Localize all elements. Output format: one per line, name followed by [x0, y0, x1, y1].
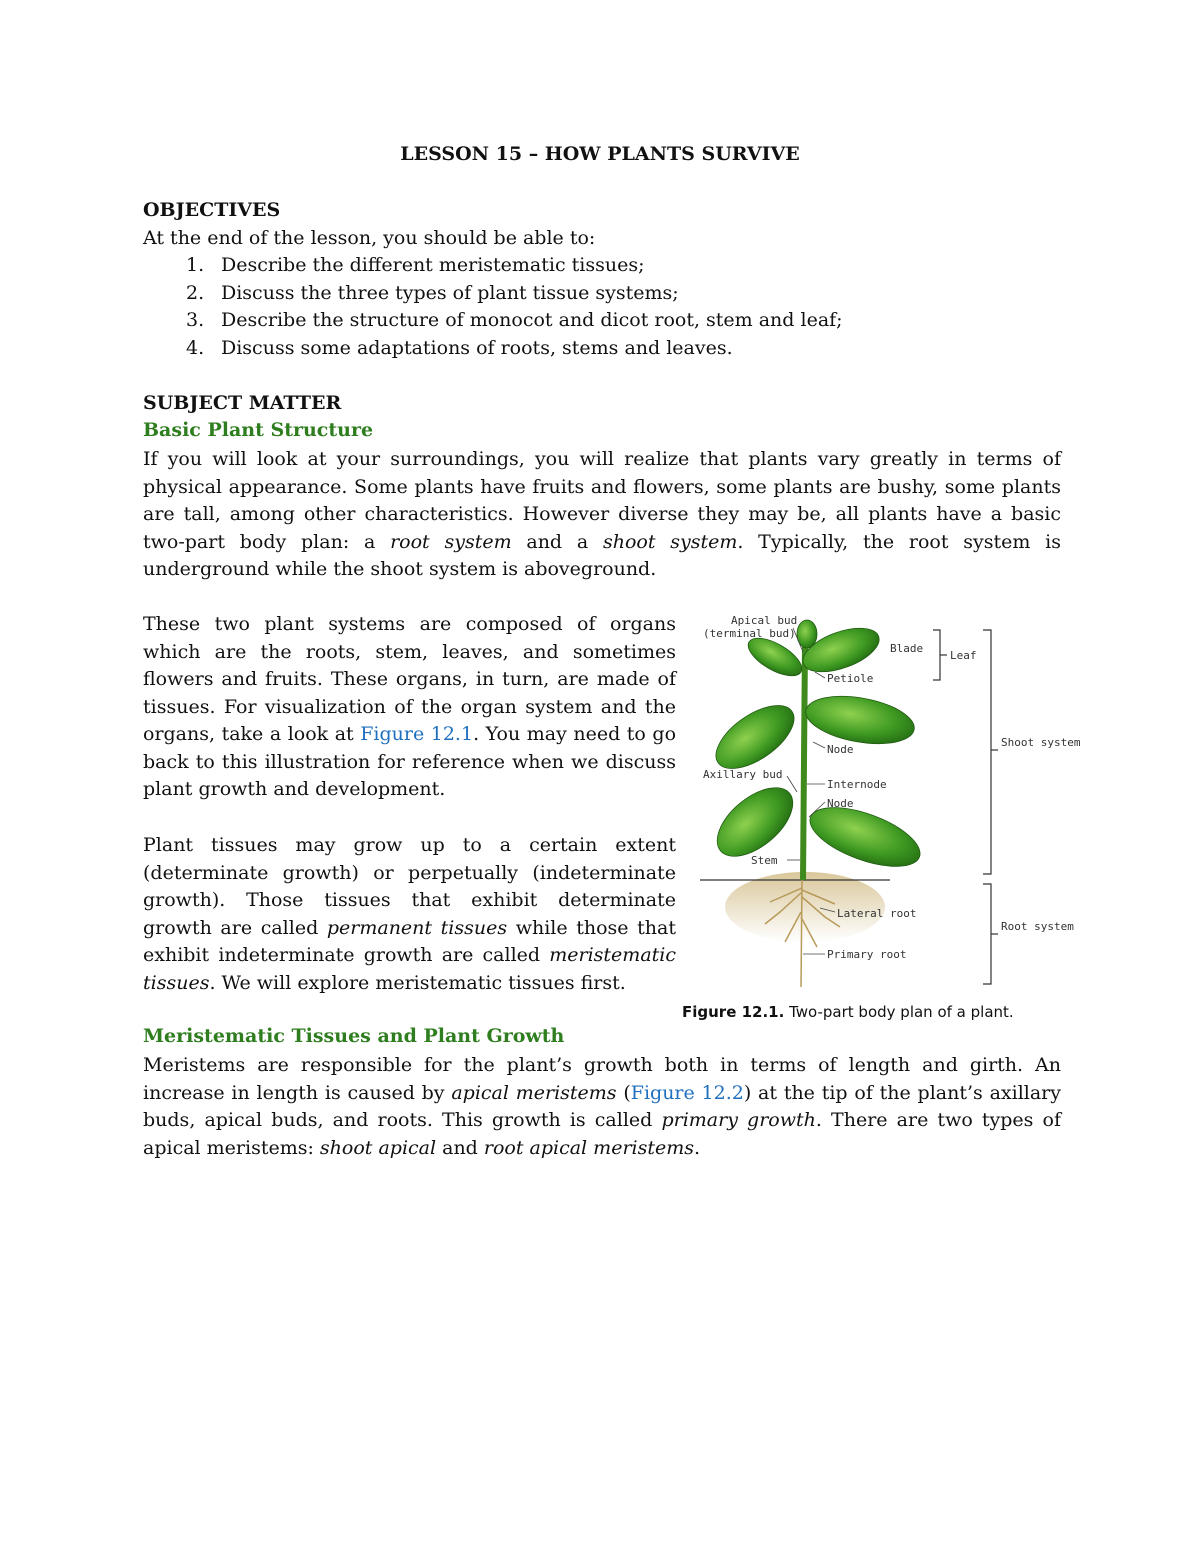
paragraph-basic-plant-structure: If you will look at your surroundings, you will realize that plants vary greatly in terms of physical appearance. Some plants have fruits and flowers, some plants are bushy, some plants are tall, among other characteristics. However diverse they may be, all plants have a basic two-part body plan: a root system and a shoot system. Typically, the root system is underground while the shoot system is aboveground.	[143, 448, 1061, 580]
label-root-system: Root system	[1001, 920, 1074, 933]
label-lateral-root: Lateral root	[837, 907, 917, 920]
figure-12-2-link[interactable]: Figure 12.2	[630, 1081, 744, 1104]
label-node: Node	[827, 743, 854, 756]
stem-shape	[803, 642, 805, 880]
label-apical-bud: Apical bud	[731, 614, 798, 627]
label-shoot-system: Shoot system	[1001, 736, 1081, 749]
paragraph-meristems: Meristems are responsible for the plant’s growth both in terms of length and girth. An increase in length is caused by apical meristems (Figure 12.2) at the tip of the plant’s axillary buds, apical buds, and roots. This growth is called primary growth. There are two types of apical meristems: shoot apical and root apical meristems.	[143, 1054, 1062, 1159]
objectives-intro: At the end of the lesson, you should be able to:	[143, 227, 596, 249]
paragraph-tissues: Plant tissues may grow up to a certain extent (determinate growth) or perpetually (indeterminate growth). Those tissues that exhibit determinate growth are called permanent tissues while those that exhibit indeterminate growth are called meristematic tissues. We will explore meristematic tissues first.	[143, 834, 676, 994]
paragraph-organs: These two plant systems are composed of organs which are the roots, stem, leaves, and sometimes flowers and fruits. These organs, in turn, are made of tissues. For visualization of the organ system and the organs, take a look at Figure 12.1. You may need to go back to this illustration for reference when we discuss plant growth and development.	[143, 613, 677, 800]
document-page: LESSON 15 – HOW PLANTS SURVIVE OBJECTIVES At the end of the lesson, you should be able to: 1. Describe the different meristematic tissues; 2. Discuss the three types of plant tissue systems; 3. Describe the structure of monocot and dicot root, stem and leaf; 4. Discuss some adaptations of roots, stems and leaves. SUBJECT MATTER Basic Plant Structure If you will look at your surroundings, you will realize that plants vary greatly in terms of physical appearance. Some plants have fruits and flowers, some plants are bushy, some plants are tall, among other characteristics. However diverse they may be, all plants have a basic two-part body plan: a root system and a shoot system. Typically, the root system is underground while the shoot system is aboveground. These two plant systems are composed of organs which are the roots, stem, leaves, and sometimes flowers and fruits. These organs, in turn, are made of tissues. For visualization of the organ system and the organs, take a look at Figure 12.1. You may need to go back to this illustration for reference when we discuss plant growth and development. Plant tissues may grow up to a certain extent (determinate growth) or perpetually (indeterminate growth). Those tissues that exhibit determinate growth are called permanent tissues while those that exhibit indeterminate growth are called meristematic tissues. We will explore meristematic tissues first. Meristematic Tissues and Plant Growth Meristems are responsible for the plant’s growth both in terms of length and girth. An increase in length is caused by apical meristems (Figure 12.2) at the tip of the plant’s axillary buds, apical buds, and roots. This growth is called primary growth. There are two types of apical meristems: shoot apical and root apical meristems. Apical bud (terminal bud) Blade Leaf Petiole Node Axillary bud Internode Node Stem Shoot system Lateral root Primary root Root system Figure 12.1. Two-part body plan of a plant.	[0, 0, 1200, 1553]
label-terminal-bud: (terminal bud)	[703, 627, 796, 640]
figure-12-1-link[interactable]: Figure 12.1	[360, 723, 474, 745]
label-leaf: Leaf	[950, 649, 977, 662]
section-title-meristematic-tissues: Meristematic Tissues and Plant Growth	[143, 1025, 565, 1047]
lesson-title: LESSON 15 – HOW PLANTS SURVIVE	[400, 143, 800, 165]
subject-matter-heading: SUBJECT MATTER	[143, 392, 342, 414]
label-internode: Internode	[827, 778, 887, 791]
label-stem: Stem	[751, 854, 778, 867]
label-blade: Blade	[890, 642, 924, 655]
plant-body-plan-figure	[695, 612, 1081, 992]
section-title-basic-plant-structure: Basic Plant Structure	[143, 419, 374, 441]
label-axillary-bud: Axillary bud	[703, 768, 783, 781]
leaves	[705, 619, 927, 878]
label-node-2: Node	[827, 797, 854, 810]
label-petiole: Petiole	[827, 672, 874, 685]
objectives-heading: OBJECTIVES	[143, 199, 281, 221]
brackets	[933, 630, 998, 984]
figure-caption: Figure 12.1. Two-part body plan of a plant.	[682, 1003, 1014, 1021]
label-primary-root: Primary root	[827, 948, 907, 961]
